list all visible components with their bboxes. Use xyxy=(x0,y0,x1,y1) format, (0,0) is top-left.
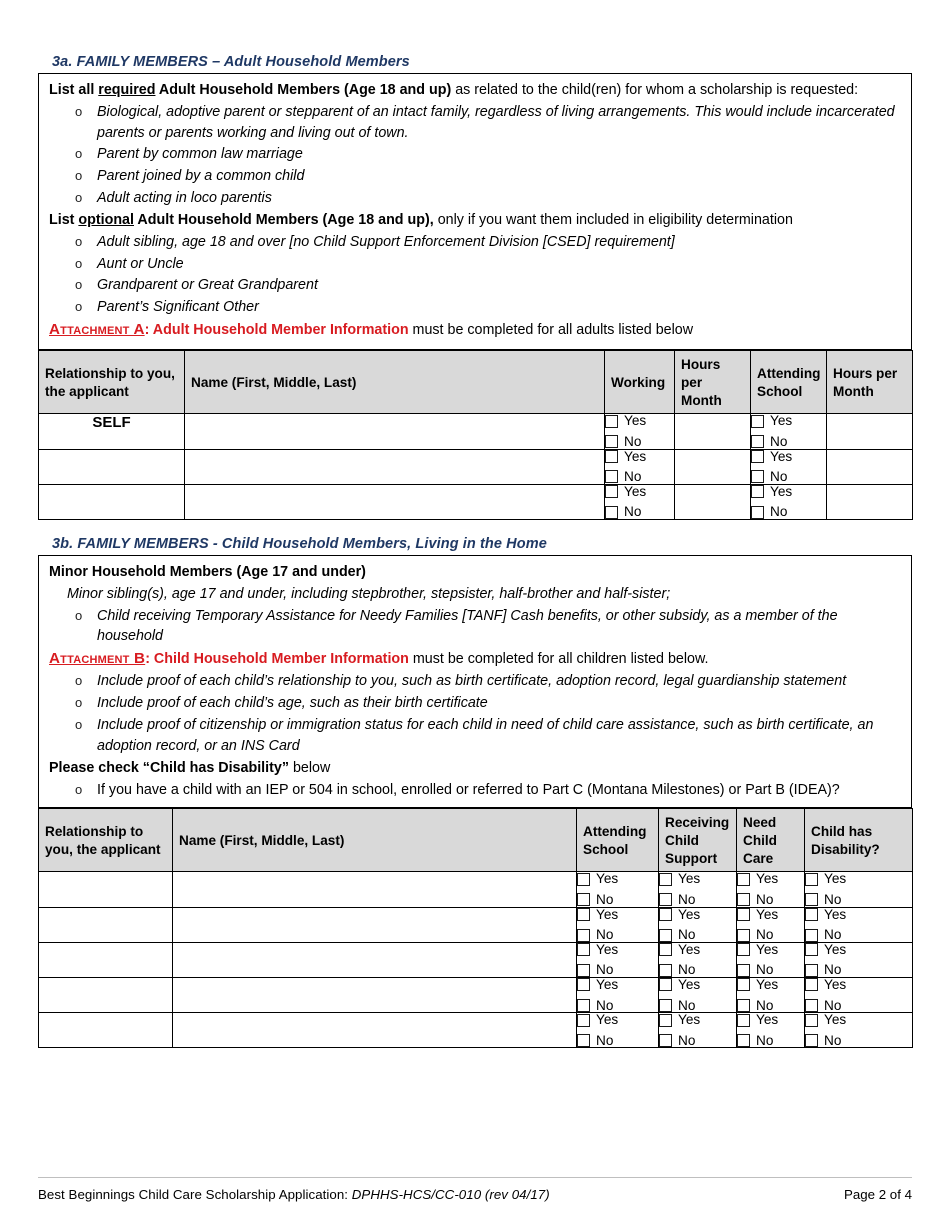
checkbox-icon[interactable] xyxy=(659,908,672,921)
checkbox-option xyxy=(659,943,736,957)
checkbox-option xyxy=(737,1013,804,1027)
checkbox-option xyxy=(577,872,658,886)
checkbox-option xyxy=(805,999,912,1013)
checkbox-icon[interactable] xyxy=(577,908,590,921)
checkbox-icon[interactable] xyxy=(577,1014,590,1027)
col-attending-school: Attending School xyxy=(577,809,659,872)
checkbox-label: Yes xyxy=(770,413,793,429)
required-lead-part3: as related to the child(ren) for whom a scholarship is requested: xyxy=(451,82,859,98)
table-row xyxy=(39,907,913,942)
checkbox-label: Yes xyxy=(596,871,619,887)
checkbox-option xyxy=(805,963,912,977)
hours-work-cell[interactable] xyxy=(675,414,751,449)
relationship-cell[interactable] xyxy=(39,907,173,942)
child-household-members-table xyxy=(38,808,913,1048)
child-has-disability-cell[interactable] xyxy=(805,942,913,977)
checkbox-icon[interactable] xyxy=(737,978,750,991)
checkbox-label: No xyxy=(756,962,774,978)
receiving-child-support-cell[interactable] xyxy=(659,1013,737,1048)
checkbox-icon[interactable] xyxy=(751,485,764,498)
checkbox-icon[interactable] xyxy=(805,908,818,921)
table-row xyxy=(39,1013,913,1048)
checkbox-icon[interactable] xyxy=(659,999,672,1012)
name-cell[interactable] xyxy=(173,872,577,907)
table-row xyxy=(39,449,913,484)
checkbox-option xyxy=(577,1013,658,1027)
table-row xyxy=(39,872,913,907)
checkbox-icon[interactable] xyxy=(659,943,672,956)
checkbox-label: No xyxy=(596,927,614,943)
checkbox-option xyxy=(577,928,658,942)
table-row xyxy=(39,484,913,519)
checkbox-option xyxy=(577,963,658,977)
checkbox-option xyxy=(659,1034,736,1048)
checkbox-icon[interactable] xyxy=(805,1014,818,1027)
hours-school-cell[interactable] xyxy=(827,484,913,519)
checkbox-option xyxy=(751,485,826,499)
need-child-care-cell[interactable] xyxy=(737,872,805,907)
col-name: Name (First, Middle, Last) xyxy=(185,351,605,414)
checkbox-option xyxy=(737,978,804,992)
checkbox-label: Yes xyxy=(770,448,793,464)
attending-cell[interactable] xyxy=(577,907,659,942)
checkbox-label: Yes xyxy=(756,977,779,993)
list-item: o Adult sibling, age 18 and over [no Child Support Enforcement Division [CSED] requirement] xyxy=(49,232,903,253)
checkbox-icon[interactable] xyxy=(805,873,818,886)
checkbox-label: No xyxy=(596,997,614,1013)
checkbox-option xyxy=(751,505,826,519)
attachment-a-note xyxy=(49,319,903,341)
checkbox-icon[interactable] xyxy=(577,1034,590,1047)
attending-cell[interactable] xyxy=(751,484,827,519)
receiving-child-support-cell[interactable] xyxy=(659,907,737,942)
checkbox-label: No xyxy=(678,927,696,943)
checkbox-icon[interactable] xyxy=(737,1034,750,1047)
checkbox-option xyxy=(737,963,804,977)
col-hours-per-month-work: Hours per Month xyxy=(675,351,751,414)
section-3b-content-box xyxy=(38,555,912,809)
checkbox-icon[interactable] xyxy=(737,929,750,942)
checkbox-icon[interactable] xyxy=(751,470,764,483)
list-item: o Biological, adoptive parent or stepparent of an intact family, regardless of living arrangements. This would include incarcerated parents or parents working and living out of town. xyxy=(49,102,903,144)
hours-school-cell[interactable] xyxy=(827,414,913,449)
checkbox-option xyxy=(577,908,658,922)
attachment-a-title: : Adult Household Member Information xyxy=(144,322,409,339)
checkbox-label: Yes xyxy=(824,871,847,887)
checkbox-icon[interactable] xyxy=(605,470,618,483)
checkbox-label: No xyxy=(770,504,788,520)
footer-page-number: Page 2 of 4 xyxy=(843,1187,912,1202)
checkbox-icon[interactable] xyxy=(577,978,590,991)
checkbox-label: Yes xyxy=(756,906,779,922)
working-cell[interactable] xyxy=(605,414,675,449)
checkbox-label: Yes xyxy=(596,941,619,957)
checkbox-label: No xyxy=(596,1032,614,1048)
table-header-row xyxy=(39,809,913,872)
checkbox-label: Yes xyxy=(678,1012,701,1028)
hours-work-cell[interactable] xyxy=(675,484,751,519)
checkbox-label: No xyxy=(756,892,774,908)
relationship-cell[interactable] xyxy=(39,872,173,907)
checkbox-option xyxy=(737,893,804,907)
footer-left xyxy=(38,1187,550,1202)
required-lead-part2: Adult Household Members (Age 18 and up) xyxy=(155,82,452,98)
name-cell[interactable] xyxy=(173,1013,577,1048)
checkbox-icon[interactable] xyxy=(605,415,618,428)
checkbox-option xyxy=(605,505,674,519)
name-cell[interactable] xyxy=(185,414,605,449)
checkbox-option xyxy=(805,978,912,992)
checkbox-option xyxy=(577,978,658,992)
checkbox-icon[interactable] xyxy=(805,1034,818,1047)
checkbox-option xyxy=(659,1013,736,1027)
optional-lead-part2: Adult Household Members (Age 18 and up), xyxy=(133,212,434,229)
table-header-row xyxy=(39,351,913,414)
footer-form-code: DPHHS-HCS/CC-010 (rev 04/17) xyxy=(351,1187,550,1202)
checkbox-icon[interactable] xyxy=(805,893,818,906)
col-relationship: Relationship to you, the applicant xyxy=(39,809,173,872)
col-need-child-care: Need Child Care xyxy=(737,809,805,872)
table-row xyxy=(39,978,913,1013)
list-item: o Child receiving Temporary Assistance for Needy Families [TANF] Cash benefits, or other subsidy, as a member of the household xyxy=(49,606,903,648)
relationship-cell[interactable]: SELF xyxy=(39,414,185,449)
attending-cell[interactable] xyxy=(751,414,827,449)
checkbox-label: Yes xyxy=(824,1012,847,1028)
hours-school-cell[interactable] xyxy=(827,449,913,484)
working-cell[interactable] xyxy=(605,484,675,519)
footer-divider xyxy=(38,1177,912,1178)
table-row xyxy=(39,942,913,977)
required-members-list xyxy=(49,102,903,209)
minor-members-title: Minor Household Members (Age 17 and under) xyxy=(49,563,366,580)
child-has-disability-cell[interactable] xyxy=(805,978,913,1013)
checkbox-option xyxy=(605,435,674,449)
checkbox-icon[interactable] xyxy=(737,908,750,921)
checkbox-label: No xyxy=(770,469,788,485)
checkbox-icon[interactable] xyxy=(805,943,818,956)
checkbox-label: No xyxy=(678,892,696,908)
attending-cell[interactable] xyxy=(751,449,827,484)
need-child-care-cell[interactable] xyxy=(737,1013,805,1048)
checkbox-label: No xyxy=(624,433,642,449)
col-hours-per-month-school: Hours per Month xyxy=(827,351,913,414)
checkbox-icon[interactable] xyxy=(751,450,764,463)
checkbox-label: No xyxy=(678,997,696,1013)
checkbox-option xyxy=(805,943,912,957)
checkbox-label: No xyxy=(756,997,774,1013)
name-cell[interactable] xyxy=(185,449,605,484)
list-item: o Parent’s Significant Other xyxy=(49,297,903,318)
checkbox-icon[interactable] xyxy=(577,964,590,977)
child-has-disability-cell[interactable] xyxy=(805,1013,913,1048)
checkbox-label: Yes xyxy=(624,448,647,464)
checkbox-option xyxy=(605,414,674,428)
checkbox-label: Yes xyxy=(756,871,779,887)
checkbox-label: Yes xyxy=(678,871,701,887)
name-cell[interactable] xyxy=(173,942,577,977)
checkbox-label: No xyxy=(824,997,842,1013)
checkbox-icon[interactable] xyxy=(577,943,590,956)
checkbox-icon[interactable] xyxy=(659,978,672,991)
relationship-cell[interactable] xyxy=(39,1013,173,1048)
checkbox-label: Yes xyxy=(824,977,847,993)
list-item: o Parent by common law marriage xyxy=(49,144,903,165)
checkbox-icon[interactable] xyxy=(605,485,618,498)
checkbox-icon[interactable] xyxy=(659,1014,672,1027)
checkbox-icon[interactable] xyxy=(659,1034,672,1047)
checkbox-label: Yes xyxy=(624,413,647,429)
checkbox-option xyxy=(805,1034,912,1048)
checkbox-option xyxy=(737,908,804,922)
checkbox-option xyxy=(751,435,826,449)
checkbox-label: No xyxy=(824,892,842,908)
checkbox-icon[interactable] xyxy=(659,964,672,977)
list-item: o If you have a child with an IEP or 504 in school, enrolled or referred to Part C (Montana Milestones) or Part B (IDEA)? xyxy=(49,780,903,801)
checkbox-option xyxy=(659,893,736,907)
receiving-child-support-cell[interactable] xyxy=(659,942,737,977)
list-item: o Include proof of each child’s age, such as their birth certificate xyxy=(49,693,903,714)
footer-app-title: Best Beginnings Child Care Scholarship Application: xyxy=(38,1187,352,1202)
checkbox-label: Yes xyxy=(824,941,847,957)
attachment-b-requirements-list xyxy=(49,671,903,756)
checkbox-icon[interactable] xyxy=(751,435,764,448)
checkbox-label: No xyxy=(678,962,696,978)
checkbox-icon[interactable] xyxy=(577,929,590,942)
disability-check-lead xyxy=(49,758,903,779)
checkbox-option xyxy=(805,893,912,907)
checkbox-icon[interactable] xyxy=(737,943,750,956)
attending-cell[interactable] xyxy=(577,942,659,977)
checkbox-icon[interactable] xyxy=(737,873,750,886)
checkbox-icon[interactable] xyxy=(751,506,764,519)
checkbox-option xyxy=(577,893,658,907)
need-child-care-cell[interactable] xyxy=(737,942,805,977)
child-has-disability-cell[interactable] xyxy=(805,907,913,942)
attachment-b-title: : Child Household Member Information xyxy=(145,651,409,668)
attachment-a-tag: Attachment A xyxy=(49,321,145,339)
checkbox-label: No xyxy=(596,962,614,978)
checkbox-label: Yes xyxy=(824,906,847,922)
checkbox-option xyxy=(659,872,736,886)
checkbox-label: Yes xyxy=(756,941,779,957)
checkbox-icon[interactable] xyxy=(737,1014,750,1027)
receiving-child-support-cell[interactable] xyxy=(659,872,737,907)
minor-members-list xyxy=(49,606,903,648)
checkbox-option xyxy=(659,908,736,922)
checkbox-icon[interactable] xyxy=(577,893,590,906)
checkbox-option xyxy=(605,470,674,484)
checkbox-label: Yes xyxy=(756,1012,779,1028)
name-cell[interactable] xyxy=(173,978,577,1013)
checkbox-option xyxy=(751,414,826,428)
checkbox-icon[interactable] xyxy=(577,873,590,886)
list-item: o Include proof of each child’s relationship to you, such as birth certificate, adoption record, legal guardianship statement xyxy=(49,671,903,692)
optional-members-lead xyxy=(49,210,903,231)
adult-household-members-table xyxy=(38,350,913,520)
checkbox-option xyxy=(577,1034,658,1048)
working-cell[interactable] xyxy=(605,449,675,484)
checkbox-label: No xyxy=(596,892,614,908)
checkbox-option xyxy=(605,450,674,464)
checkbox-label: No xyxy=(756,927,774,943)
checkbox-label: Yes xyxy=(596,1012,619,1028)
checkbox-icon[interactable] xyxy=(737,964,750,977)
name-cell[interactable] xyxy=(173,907,577,942)
checkbox-label: No xyxy=(678,1032,696,1048)
checkbox-option xyxy=(659,978,736,992)
checkbox-label: Yes xyxy=(770,483,793,499)
table-row xyxy=(39,414,913,449)
checkbox-label: No xyxy=(756,1032,774,1048)
checkbox-option xyxy=(805,1013,912,1027)
disability-lead-bold: Please check “Child has Disability” xyxy=(49,759,289,776)
checkbox-option xyxy=(737,943,804,957)
checkbox-option xyxy=(805,908,912,922)
checkbox-option xyxy=(737,872,804,886)
name-cell[interactable] xyxy=(185,484,605,519)
checkbox-icon[interactable] xyxy=(605,506,618,519)
checkbox-label: Yes xyxy=(596,906,619,922)
checkbox-option xyxy=(577,999,658,1013)
col-name: Name (First, Middle, Last) xyxy=(173,809,577,872)
checkbox-icon[interactable] xyxy=(805,978,818,991)
attachment-b-note xyxy=(49,648,903,670)
checkbox-icon[interactable] xyxy=(805,964,818,977)
required-lead-underline: required xyxy=(98,82,156,98)
checkbox-option xyxy=(737,999,804,1013)
optional-lead-part3: only if you want them included in eligibility determination xyxy=(433,212,793,229)
hours-work-cell[interactable] xyxy=(675,449,751,484)
checkbox-label: Yes xyxy=(596,977,619,993)
checkbox-option xyxy=(605,485,674,499)
minor-members-subline: Minor sibling(s), age 17 and under, including stepbrother, stepsister, half-brother and half-sister; xyxy=(67,585,671,602)
checkbox-option xyxy=(751,470,826,484)
list-item: o Grandparent or Great Grandparent xyxy=(49,275,903,296)
list-item: o Include proof of citizenship or immigration status for each child in need of child care assistance, such as birth certificate, an adoption record, or an INS Card xyxy=(49,715,903,757)
section-3a-content-box xyxy=(38,73,912,350)
checkbox-label: No xyxy=(624,469,642,485)
list-item: o Aunt or Uncle xyxy=(49,254,903,275)
disability-lead-rest: below xyxy=(288,759,331,776)
checkbox-icon[interactable] xyxy=(605,435,618,448)
checkbox-icon[interactable] xyxy=(737,893,750,906)
checkbox-option xyxy=(737,928,804,942)
checkbox-icon[interactable] xyxy=(577,999,590,1012)
checkbox-label: No xyxy=(824,1032,842,1048)
checkbox-option xyxy=(659,963,736,977)
checkbox-icon[interactable] xyxy=(805,999,818,1012)
section-3a-heading: 3a. FAMILY MEMBERS – Adult Household Members xyxy=(52,54,410,70)
attachment-b-rest: must be completed for all children listed below. xyxy=(408,651,709,668)
checkbox-icon[interactable] xyxy=(659,929,672,942)
checkbox-option xyxy=(659,928,736,942)
checkbox-label: Yes xyxy=(678,941,701,957)
checkbox-option xyxy=(659,999,736,1013)
checkbox-option xyxy=(737,1034,804,1048)
checkbox-label: No xyxy=(824,927,842,943)
child-has-disability-cell[interactable] xyxy=(805,872,913,907)
col-working: Working xyxy=(605,351,675,414)
optional-lead-part1: List xyxy=(49,212,79,229)
attending-cell[interactable] xyxy=(577,1013,659,1048)
optional-lead-underline: optional xyxy=(78,212,134,229)
section-3b-heading: 3b. FAMILY MEMBERS - Child Household Members, Living in the Home xyxy=(52,535,547,552)
disability-list xyxy=(49,780,903,801)
relationship-cell[interactable] xyxy=(39,942,173,977)
checkbox-option xyxy=(751,450,826,464)
need-child-care-cell[interactable] xyxy=(737,907,805,942)
attachment-a-rest: must be completed for all adults listed below xyxy=(408,322,694,339)
checkbox-icon[interactable] xyxy=(751,415,764,428)
checkbox-label: No xyxy=(824,962,842,978)
checkbox-icon[interactable] xyxy=(605,450,618,463)
checkbox-label: No xyxy=(770,433,788,449)
list-item: o Adult acting in loco parentis xyxy=(49,188,903,209)
checkbox-option xyxy=(805,872,912,886)
attending-cell[interactable] xyxy=(577,978,659,1013)
receiving-child-support-cell[interactable] xyxy=(659,978,737,1013)
relationship-cell[interactable] xyxy=(39,484,185,519)
checkbox-icon[interactable] xyxy=(737,999,750,1012)
col-relationship: Relationship to you, the applicant xyxy=(39,351,185,414)
relationship-cell[interactable] xyxy=(39,449,185,484)
checkbox-icon[interactable] xyxy=(659,893,672,906)
col-attending-school: Attending School xyxy=(751,351,827,414)
relationship-cell[interactable] xyxy=(39,978,173,1013)
checkbox-label: Yes xyxy=(678,906,701,922)
checkbox-option xyxy=(577,943,658,957)
checkbox-label: Yes xyxy=(624,483,647,499)
attachment-b-tag: Attachment B xyxy=(49,650,146,668)
col-child-has-disability: Child has Disability? xyxy=(805,809,913,872)
required-lead-part1: List all xyxy=(49,82,99,98)
attending-cell[interactable] xyxy=(577,872,659,907)
list-item: o Parent joined by a common child xyxy=(49,166,903,187)
col-receiving-child-support: Receiving Child Support xyxy=(659,809,737,872)
checkbox-label: No xyxy=(624,504,642,520)
optional-members-list xyxy=(49,232,903,318)
checkbox-icon[interactable] xyxy=(805,929,818,942)
checkbox-option xyxy=(805,928,912,942)
page-footer xyxy=(38,1177,912,1202)
checkbox-icon[interactable] xyxy=(659,873,672,886)
required-members-lead xyxy=(49,80,903,101)
checkbox-label: Yes xyxy=(678,977,701,993)
need-child-care-cell[interactable] xyxy=(737,978,805,1013)
